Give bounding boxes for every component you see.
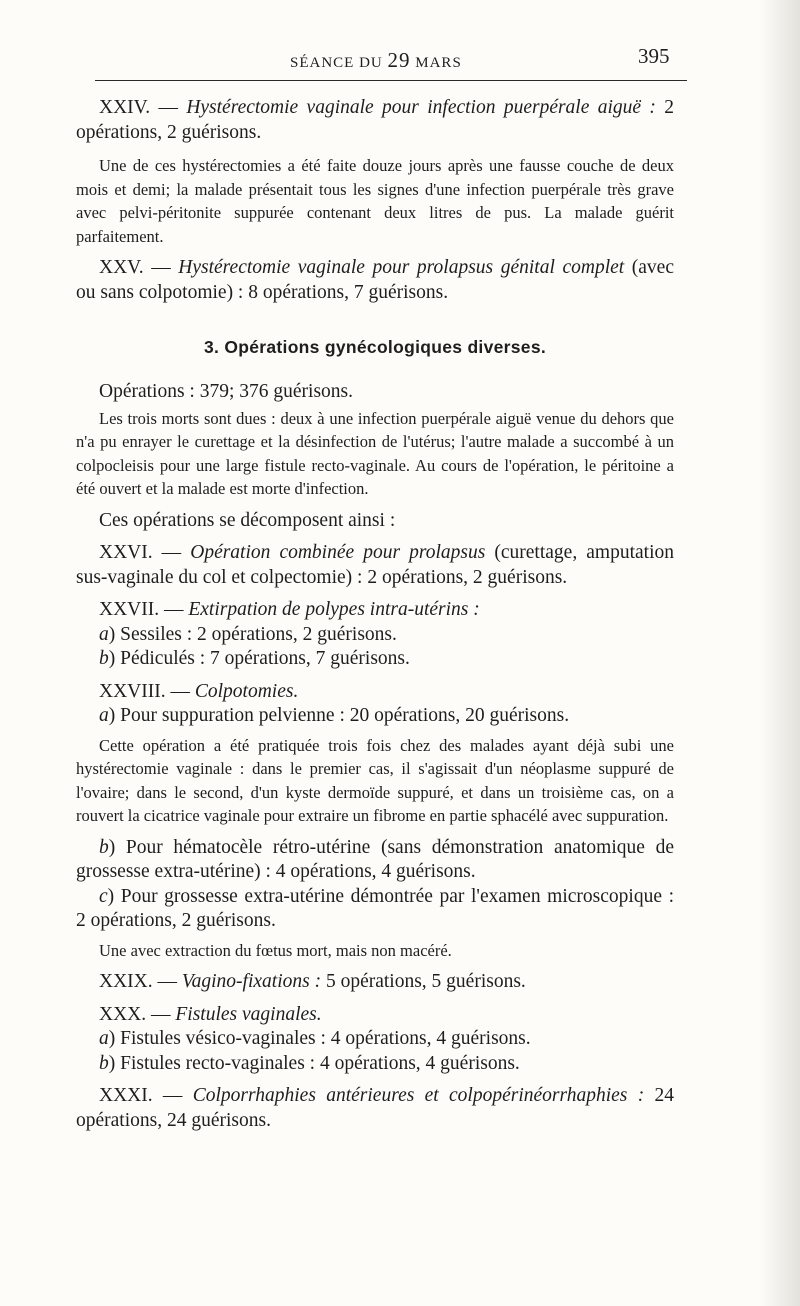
section-title: 3. Opérations gynécologiques diverses. (203, 337, 547, 357)
header-rule (95, 80, 687, 81)
item-xxviii-a-note: Cette opération a été pratiquée trois fois chez des malades ayant déjà subi une hystérectomie vaginale : dans le premier cas, il s'agissait d'un néoplasme suppuré de l'ovaire; dans le second, d'un kyste dermoïde suppuré, et dans un troisième cas, on a rouvert la cicatrice vaginale pour extraire un fibrome en partie sphacélé avec suppuration. (76, 735, 674, 825)
item-xxiv-note: Une de ces hystérectomies a été faite douze jours après une fausse couche de deux mois et demi; la malade présentait tous les signes d'une infection puerpérale très grave avec pelvi-péritonite suppurée contenant deux litres de pus. La malade guérit parfaitement. (76, 156, 674, 246)
item-xxvii-a: a) Sessiles : 2 opérations, 2 guérisons. (99, 623, 397, 645)
item-xxv: XXV. — Hystérectomie vaginale pour prolapsus génital complet (avec ou sans colpotomie) : 8 opérations, 7 guérisons. (76, 257, 674, 303)
item-xxviii: XXVIII. — Colpotomies. (99, 680, 299, 702)
item-xxxi: XXXI. — Colporrhaphies antérieures et colpopérinéorrhaphies : 24 opérations, 24 guérisons. (76, 1085, 674, 1131)
item-xxviii-title: Colpotomies. (194, 680, 299, 702)
page-edge-shadow (760, 0, 800, 1306)
item-xxx-title: Fistules vaginales. (175, 1003, 322, 1025)
item-xxx-b: b) Fistules recto-vaginales : 4 opérations, 4 guérisons. (99, 1052, 520, 1074)
item-xxvii-b: b) Pédiculés : 7 opérations, 7 guérisons. (99, 648, 410, 669)
item-xxiv-title: Hystérectomie vaginale pour infection puerpérale aiguë : (186, 97, 656, 118)
running-title: SÉANCE DU 29 MARS (290, 48, 462, 72)
item-xxx-a: a) Fistules vésico-vaginales : 4 opérations, 4 guérisons. (99, 1028, 531, 1049)
item-xxviii-a: a) Pour suppuration pelvienne : 20 opérations, 20 guérisons. (99, 705, 570, 726)
section-decomposition: Ces opérations se décomposent ainsi : (99, 509, 396, 531)
item-xxx: XXX. — Fistules vaginales. (99, 1003, 322, 1025)
item-xxvii-title: Extirpation de polypes intra-utérins : (188, 599, 480, 620)
running-title-day: 29 (387, 48, 411, 72)
section-deaths-note: Les trois morts sont dues : deux à une infection puerpérale aiguë venue du dehors que n'a pu enrayer le curettage et la désinfection de l'utérus; l'autre malade a succombé à un colpocleisis pour une large fistule recto-vaginale. Au cours de l'opération, le péritoine a été ouvert et la malade est morte d'infection. (76, 408, 674, 498)
page-body (76, 96, 674, 1133)
item-xxvi-title: Opération combinée pour prolapsus (190, 542, 486, 563)
item-xxiv: XXIV. — Hystérectomie vaginale pour infection puerpérale aiguë : 2 opérations, 2 guérisons. (76, 97, 675, 143)
section-summary: Opérations : 379; 376 guérisons. (99, 381, 354, 402)
item-xxvii: XXVII. — Extirpation de polypes intra-utérins : (99, 599, 480, 620)
item-xxv-title: Hystérectomie vaginale pour prolapsus génital complet (178, 257, 625, 278)
item-xxix: XXIX. — Vagino-fixations : 5 opérations, 5 guérisons. (99, 971, 526, 992)
item-xxix-title: Vagino-fixations : (181, 971, 322, 992)
item-xxviii-c: c) Pour grossesse extra-utérine démontrée par l'examen microscopique : 2 opérations, 2 guérisons. (76, 885, 674, 931)
item-xxxi-title: Colporrhaphies antérieures et colpopérinéorrhaphies : (192, 1085, 645, 1106)
item-xxvi: XXVI. — Opération combinée pour prolapsus (curettage, amputation sus-vaginale du col et colpectomie) : 2 opérations, 2 guérisons. (76, 542, 674, 588)
item-xxviii-b: b) Pour hématocèle rétro-utérine (sans démonstration anatomique de grossesse extra-utérine) : 4 opérations, 4 guérisons. (76, 836, 674, 882)
running-head (0, 42, 800, 72)
item-xxviii-c-note: Une avec extraction du fœtus mort, mais non macéré. (99, 940, 452, 960)
page-number: 395 (638, 44, 670, 68)
